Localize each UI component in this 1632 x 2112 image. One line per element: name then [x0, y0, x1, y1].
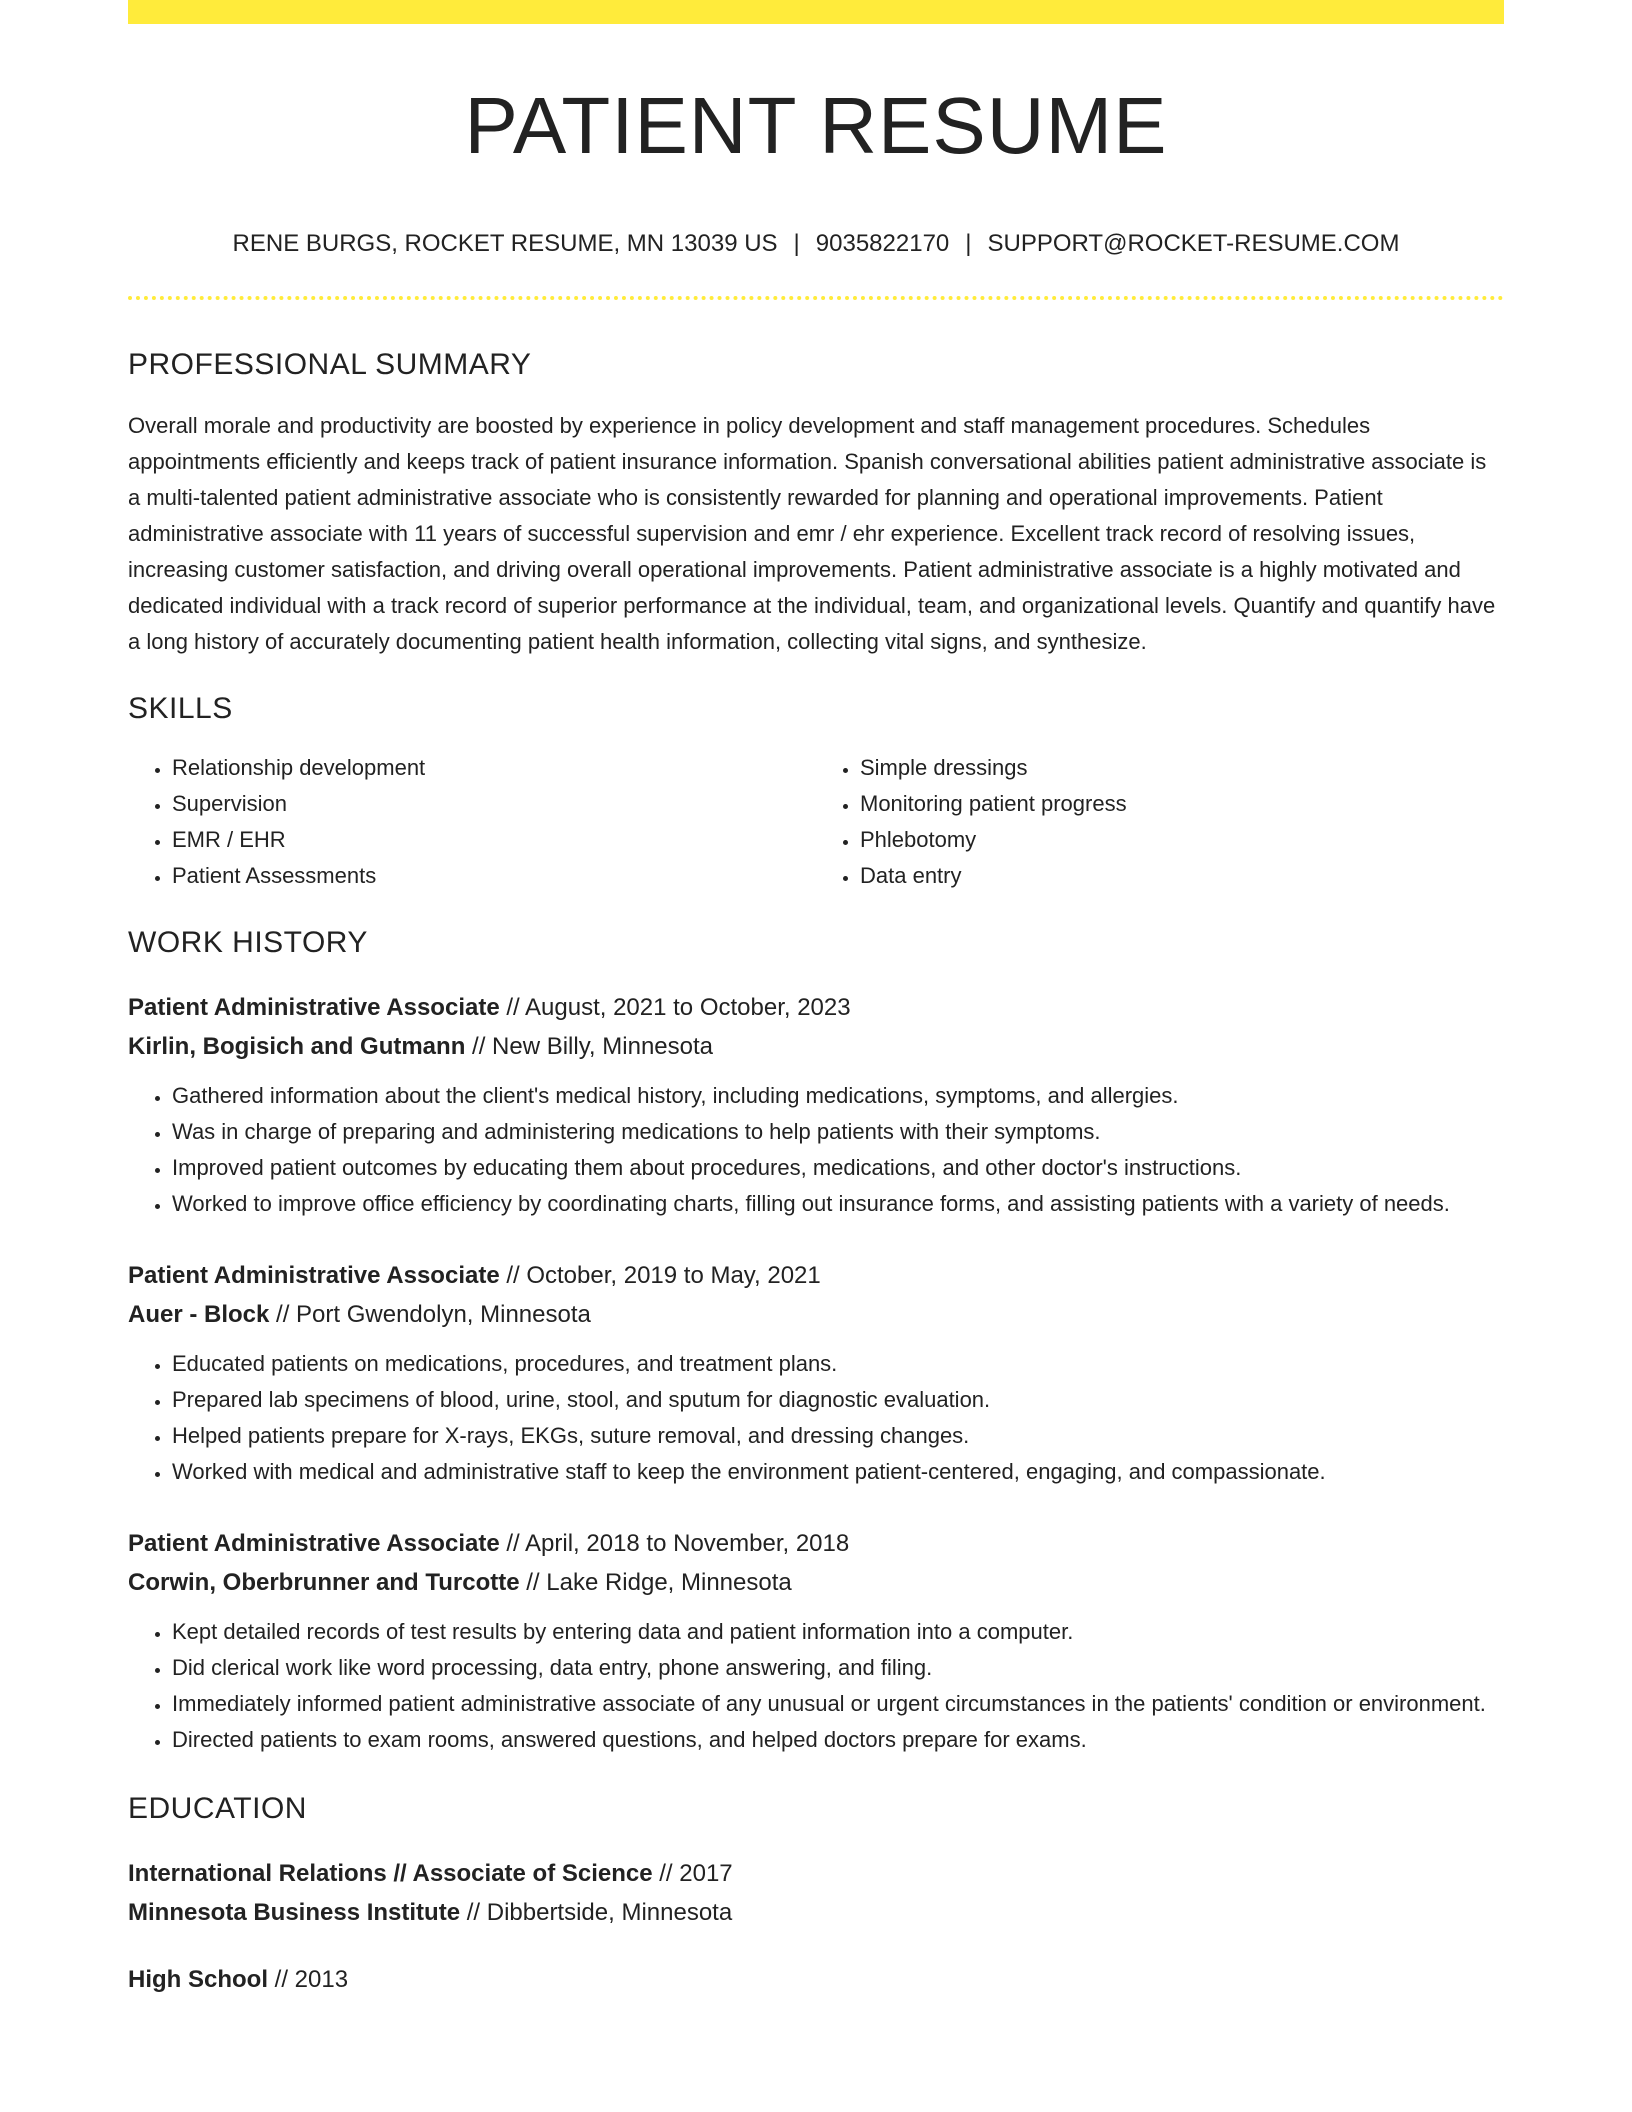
job-bullet: • Immediately informed patient administrative associate of any unusual or urgent circumstances in the patients' condition or environment.	[172, 1686, 1504, 1722]
job-company: Corwin, Oberbrunner and Turcotte	[128, 1569, 520, 1596]
job-bullet: • Prepared lab specimens of blood, urine, stool, and sputum for diagnostic evaluation.	[172, 1382, 1504, 1418]
education-year: // 2017	[652, 1860, 733, 1887]
job-company-line	[128, 1027, 1504, 1066]
summary-text: Overall morale and productivity are boosted by experience in policy development and staff management procedures. Schedules appointments efficiently and keeps track of patient insurance information. Spanish conversational abilities patient administrative associate is a multi-talented patient administrative associate who is consistently rewarded for planning and operational improvements. Patient administrative associate with 11 years of successful supervision and emr / ehr experience. Excellent track record of resolving issues, increasing customer satisfaction, and driving overall operational improvements. Patient administrative associate is a highly motivated and dedicated individual with a track record of superior performance at the individual, team, and organizational levels. Quantify and quantify have a long history of accurately documenting patient health information, collecting vital signs, and synthesize.	[128, 413, 1496, 654]
skills-column-left	[128, 750, 816, 894]
job-location: // New Billy, Minnesota	[465, 1033, 713, 1060]
skill-item: • Monitoring patient progress	[860, 786, 1504, 822]
job-entry	[128, 988, 1504, 1222]
job-entry	[128, 1256, 1504, 1490]
job-dates: // October, 2019 to May, 2021	[499, 1262, 821, 1289]
job-title: Patient Administrative Associate	[128, 1262, 500, 1289]
job-location: // Port Gwendolyn, Minnesota	[269, 1301, 591, 1328]
education-heading: EDUCATION	[128, 1792, 307, 1825]
skill-item: • Simple dressings	[860, 750, 1504, 786]
job-bullets	[128, 1346, 1504, 1490]
skill-item: • Data entry	[860, 858, 1504, 894]
job-company: Auer - Block	[128, 1301, 270, 1328]
job-bullet: • Gathered information about the client's medical history, including medications, symptoms, and allergies.	[172, 1078, 1504, 1114]
skill-item: • Patient Assessments	[172, 858, 816, 894]
job-bullets	[128, 1614, 1504, 1758]
job-bullet: • Worked to improve office efficiency by coordinating charts, filling out insurance forms, and assisting patients with a variety of needs.	[172, 1186, 1504, 1222]
job-bullet: • Was in charge of preparing and administering medications to help patients with their symptoms.	[172, 1114, 1504, 1150]
contact-line	[128, 232, 1504, 256]
job-title-line	[128, 1256, 1504, 1295]
job-bullet: • Did clerical work like word processing, data entry, phone answering, and filing.	[172, 1650, 1504, 1686]
contact-email: SUPPORT@ROCKET-RESUME.COM	[987, 230, 1400, 257]
contact-address: RENE BURGS, ROCKET RESUME, MN 13039 US	[232, 230, 778, 257]
job-bullet: • Directed patients to exam rooms, answered questions, and helped doctors prepare for exams.	[172, 1722, 1504, 1758]
job-title: Patient Administrative Associate	[128, 994, 500, 1021]
accent-top-bar	[128, 0, 1504, 24]
skills-list	[128, 750, 1504, 894]
skills-heading: SKILLS	[128, 692, 233, 725]
job-bullet: • Kept detailed records of test results by entering data and patient information into a computer.	[172, 1614, 1504, 1650]
education-degree-line	[128, 1854, 1504, 1893]
education-entry	[128, 1960, 1504, 1999]
education-entry	[128, 1854, 1504, 1932]
skill-item: • EMR / EHR	[172, 822, 816, 858]
education-degree-line	[128, 1960, 1504, 1999]
skills-column-right	[816, 750, 1504, 894]
job-dates: // August, 2021 to October, 2023	[499, 994, 851, 1021]
job-bullet: • Improved patient outcomes by educating them about procedures, medications, and other doctor's instructions.	[172, 1150, 1504, 1186]
contact-phone: 9035822170	[815, 230, 950, 257]
job-company-line	[128, 1295, 1504, 1334]
job-bullet: • Helped patients prepare for X-rays, EKGs, suture removal, and dressing changes.	[172, 1418, 1504, 1454]
education-degree: High School	[128, 1966, 268, 1993]
education-school: Minnesota Business Institute	[128, 1899, 461, 1926]
job-title-line	[128, 988, 1504, 1027]
education-degree: International Relations // Associate of Science	[128, 1860, 653, 1887]
skill-item: • Phlebotomy	[860, 822, 1504, 858]
job-bullet: • Educated patients on medications, procedures, and treatment plans.	[172, 1346, 1504, 1382]
contact-separator: |	[793, 230, 800, 257]
job-title: Patient Administrative Associate	[128, 1530, 500, 1557]
job-location: // Lake Ridge, Minnesota	[519, 1569, 792, 1596]
education-year: // 2013	[268, 1966, 349, 1993]
dotted-divider	[128, 296, 1504, 300]
page-title: PATIENT RESUME	[464, 81, 1168, 170]
job-bullet: • Worked with medical and administrative staff to keep the environment patient-centered, engaging, and compassionate.	[172, 1454, 1504, 1490]
contact-separator: |	[965, 230, 972, 257]
education-school-line	[128, 1893, 1504, 1932]
skill-item: • Supervision	[172, 786, 816, 822]
job-title-line	[128, 1524, 1504, 1563]
skill-item: • Relationship development	[172, 750, 816, 786]
summary-heading: PROFESSIONAL SUMMARY	[128, 348, 532, 381]
education-location: // Dibbertside, Minnesota	[460, 1899, 733, 1926]
job-dates: // April, 2018 to November, 2018	[499, 1530, 850, 1557]
job-company-line	[128, 1563, 1504, 1602]
job-bullets	[128, 1078, 1504, 1222]
job-entry	[128, 1524, 1504, 1758]
job-company: Kirlin, Bogisich and Gutmann	[128, 1033, 466, 1060]
work-history-heading: WORK HISTORY	[128, 926, 368, 959]
resume-page	[128, 0, 1504, 1999]
